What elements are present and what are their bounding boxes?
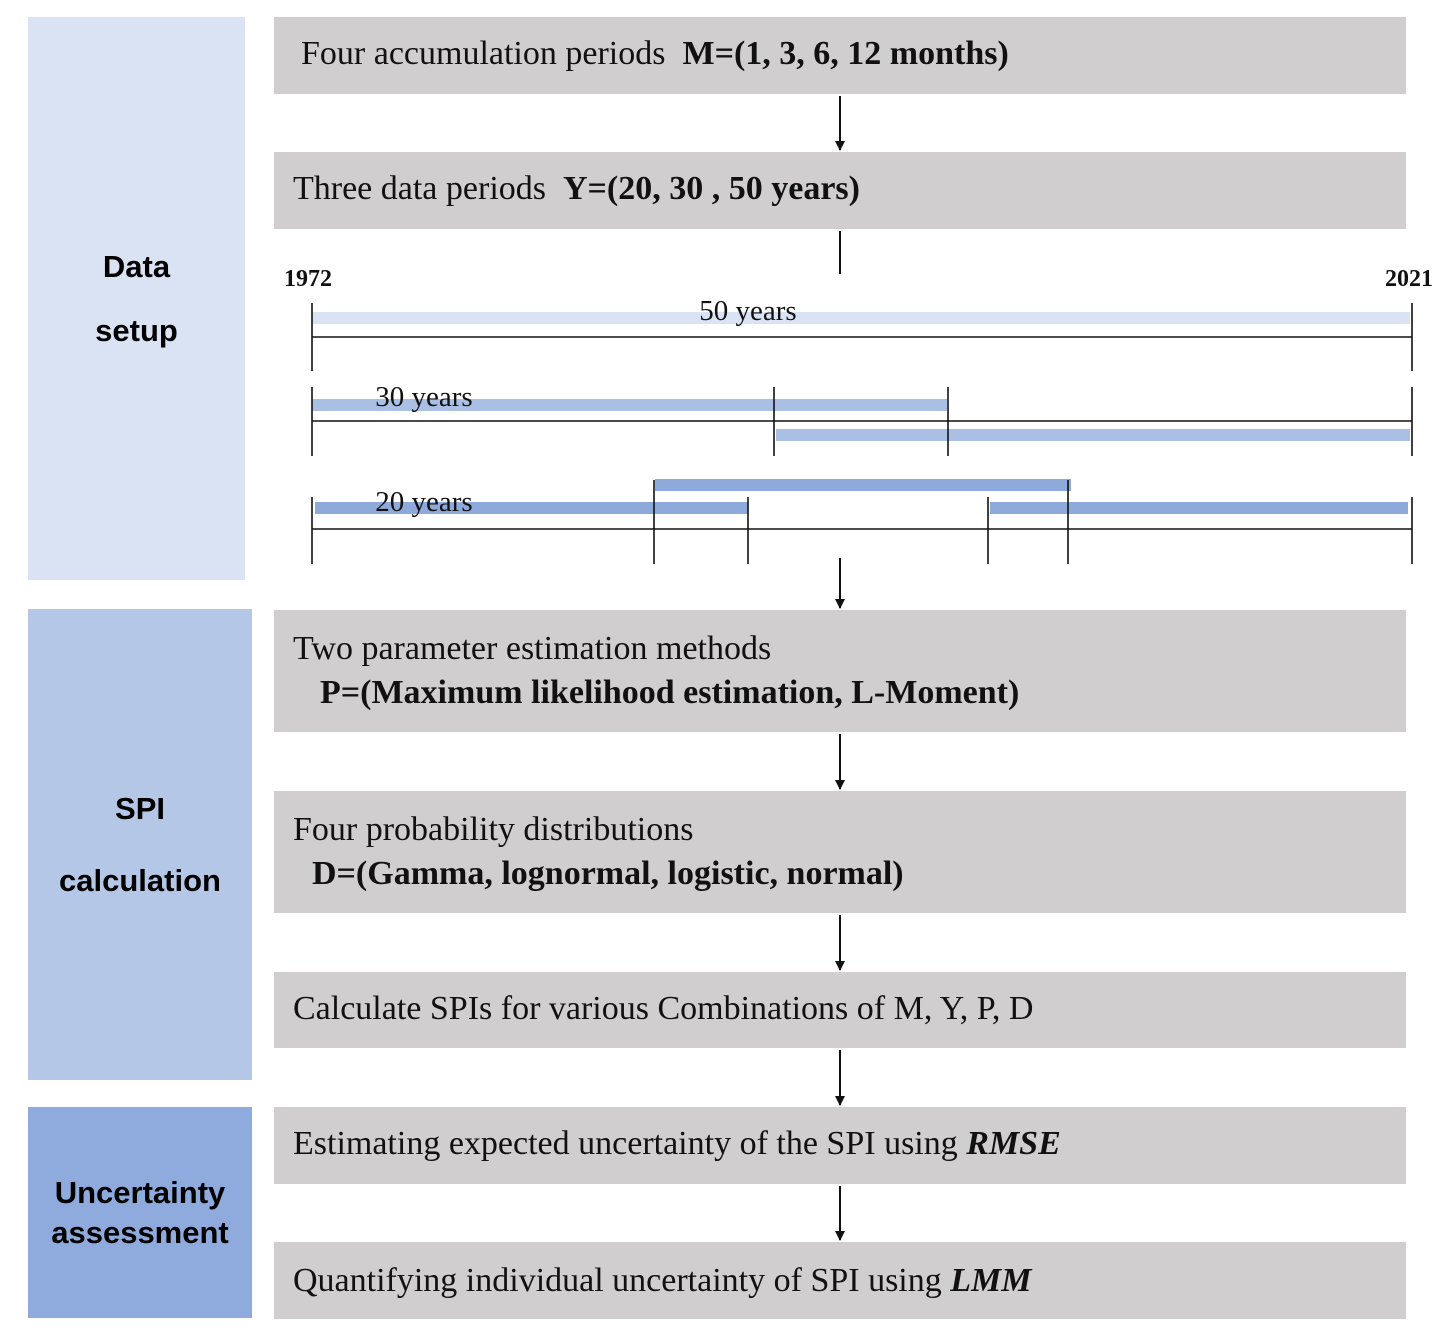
step-text: Three data periods xyxy=(293,170,546,207)
section-label-line: calculation xyxy=(59,862,221,898)
end-year-label: 2021 xyxy=(1385,266,1433,292)
step-method: LMM xyxy=(950,1262,1032,1299)
period-label-30-years: 30 years xyxy=(375,381,473,413)
section-label-line: setup xyxy=(95,312,178,348)
step-value: M=(1, 3, 6, 12 months) xyxy=(682,35,1009,72)
section-label-line: assessment xyxy=(51,1214,229,1250)
step-text: Two parameter estimation methods xyxy=(293,630,772,667)
step-text: Four probability distributions xyxy=(293,811,694,848)
step-text: Calculate SPIs for various Combinations of M, Y, P, D xyxy=(293,990,1034,1027)
start-year-label: 1972 xyxy=(284,266,332,292)
period-label-50-years: 50 years xyxy=(699,295,797,327)
period-bar-50-years xyxy=(312,312,1410,324)
step-value: D=(Gamma, lognormal, logistic, normal) xyxy=(312,855,904,892)
period-label-20-years: 20 years xyxy=(375,486,473,518)
step-text: Four accumulation periods xyxy=(301,35,666,72)
section-label-line: Data xyxy=(102,248,171,284)
step-text: Estimating expected uncertainty of the SPI using xyxy=(293,1125,958,1162)
step-value: P=(Maximum likelihood estimation, L-Moment) xyxy=(320,674,1020,711)
section-label-line: SPI xyxy=(115,790,165,826)
section-label-line: Uncertainty xyxy=(54,1174,226,1210)
step-method: RMSE xyxy=(966,1125,1061,1162)
period-bar-20-years xyxy=(990,502,1408,514)
step-value: Y=(20, 30 , 50 years) xyxy=(563,170,860,207)
period-bar-30-years xyxy=(776,429,1410,441)
step-text: Quantifying individual uncertainty of SPI using xyxy=(293,1262,942,1299)
period-bar-20-years xyxy=(655,479,1071,491)
